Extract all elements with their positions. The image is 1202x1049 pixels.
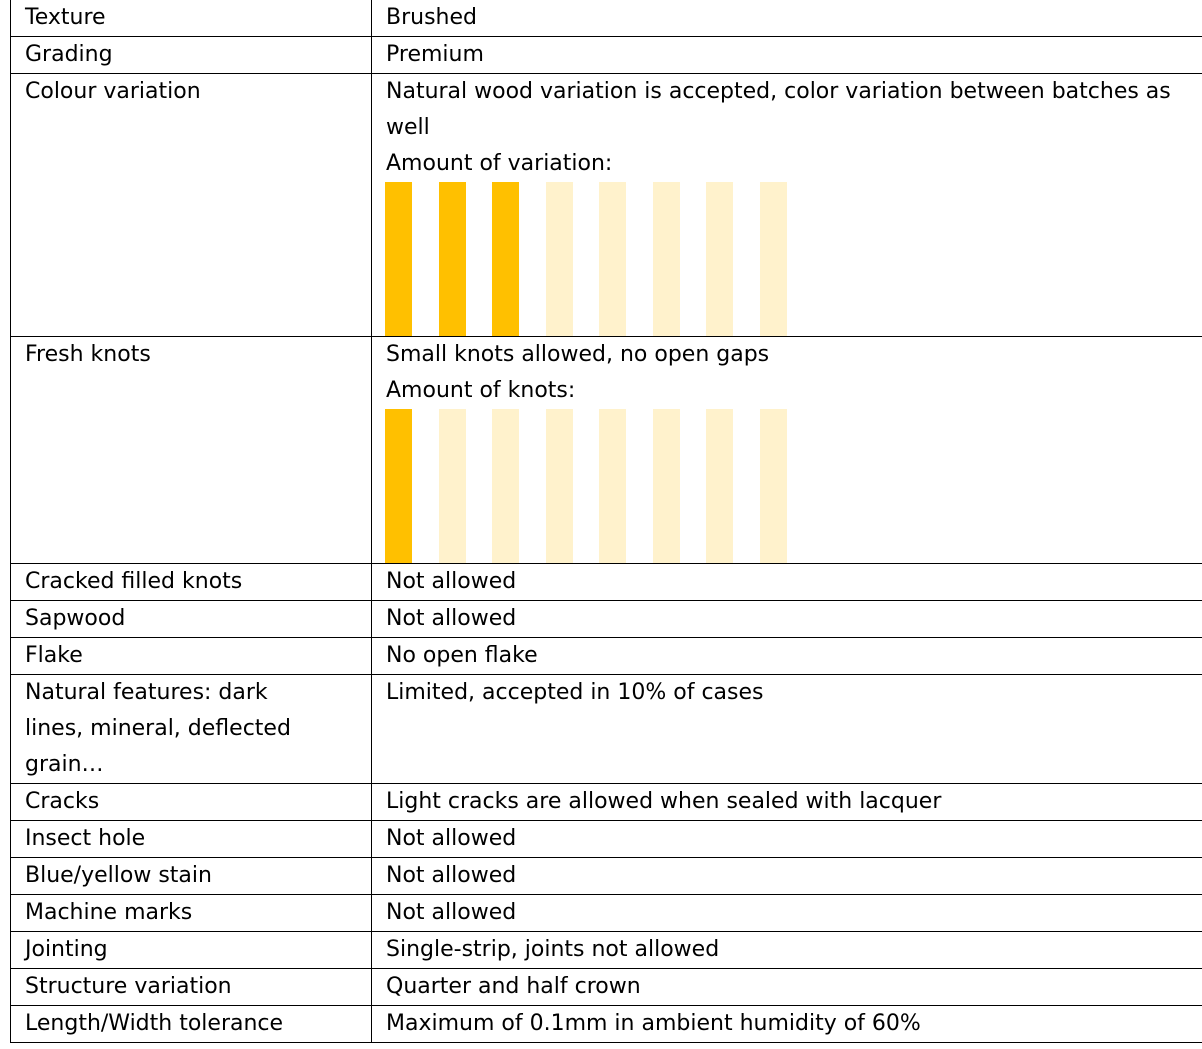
table-row bbox=[11, 74, 1202, 337]
table-row bbox=[11, 1006, 1202, 1043]
table-row bbox=[11, 895, 1202, 932]
table-row bbox=[11, 337, 1202, 564]
scale-bar-empty bbox=[599, 182, 626, 336]
table-row bbox=[11, 37, 1202, 74]
scale-bar-empty bbox=[760, 182, 787, 336]
row-value: Maximum of 0.1mm in ambient humidity of 60% bbox=[372, 1006, 1202, 1043]
scale-bar-empty bbox=[546, 409, 573, 563]
row-label: Blue/yellow stain bbox=[11, 858, 372, 895]
scale-bar-empty bbox=[546, 182, 573, 336]
row-label: Sapwood bbox=[11, 601, 372, 638]
scale-bar-filled bbox=[492, 182, 519, 336]
row-value: Quarter and half crown bbox=[372, 969, 1202, 1006]
row-label: Insect hole bbox=[11, 821, 372, 858]
row-value: Single-strip, joints not allowed bbox=[372, 932, 1202, 969]
row-label: Grading bbox=[11, 37, 372, 74]
row-label: Fresh knots bbox=[11, 337, 372, 564]
scale-bar-filled bbox=[385, 182, 412, 336]
table-row bbox=[11, 675, 1202, 784]
table-row bbox=[11, 858, 1202, 895]
scale-label: Amount of knots: bbox=[386, 378, 576, 403]
row-value: No open flake bbox=[372, 638, 1202, 675]
scale-bar-empty bbox=[706, 409, 733, 563]
table-row bbox=[11, 564, 1202, 601]
row-value: Not allowed bbox=[372, 895, 1202, 932]
row-value: Natural wood variation is accepted, color variation between batches as well bbox=[386, 79, 1171, 140]
table-row bbox=[11, 0, 1202, 37]
row-value: Not allowed bbox=[372, 858, 1202, 895]
row-label: Machine marks bbox=[11, 895, 372, 932]
scale-bar-filled bbox=[439, 182, 466, 336]
row-label: Cracks bbox=[11, 784, 372, 821]
table-row bbox=[11, 932, 1202, 969]
scale-bar-empty bbox=[599, 409, 626, 563]
table-row bbox=[11, 821, 1202, 858]
scale-bar-empty bbox=[706, 182, 733, 336]
table-row bbox=[11, 969, 1202, 1006]
table-row bbox=[11, 638, 1202, 675]
row-value: Not allowed bbox=[372, 601, 1202, 638]
table-row bbox=[11, 601, 1202, 638]
scale-bar-empty bbox=[492, 409, 519, 563]
row-label: Colour variation bbox=[11, 74, 372, 337]
row-value-cell bbox=[372, 337, 1202, 564]
row-label: Flake bbox=[11, 638, 372, 675]
scale-bar-empty bbox=[439, 409, 466, 563]
row-value: Not allowed bbox=[372, 564, 1202, 601]
row-value: Brushed bbox=[372, 0, 1202, 37]
row-value-cell bbox=[372, 74, 1202, 337]
scale-bar-empty bbox=[653, 182, 680, 336]
row-label: Jointing bbox=[11, 932, 372, 969]
row-label: Cracked filled knots bbox=[11, 564, 372, 601]
table-row bbox=[11, 784, 1202, 821]
scale-bar-empty bbox=[653, 409, 680, 563]
row-value: Premium bbox=[372, 37, 1202, 74]
row-value: Not allowed bbox=[372, 821, 1202, 858]
row-label: Structure variation bbox=[11, 969, 372, 1006]
row-value: Limited, accepted in 10% of cases bbox=[372, 675, 1202, 784]
scale-bar-filled bbox=[385, 409, 412, 563]
row-label: Natural features: dark lines, mineral, deflected grain… bbox=[11, 675, 372, 784]
scale-bar-empty bbox=[760, 409, 787, 563]
row-label: Texture bbox=[11, 0, 372, 37]
row-label: Length/Width tolerance bbox=[11, 1006, 372, 1043]
variation-scale bbox=[385, 182, 1188, 336]
knots-scale bbox=[385, 409, 1188, 563]
row-value: Small knots allowed, no open gaps bbox=[386, 342, 770, 367]
specification-table bbox=[10, 0, 1202, 1043]
scale-label: Amount of variation: bbox=[386, 151, 613, 176]
row-value: Light cracks are allowed when sealed with lacquer bbox=[372, 784, 1202, 821]
